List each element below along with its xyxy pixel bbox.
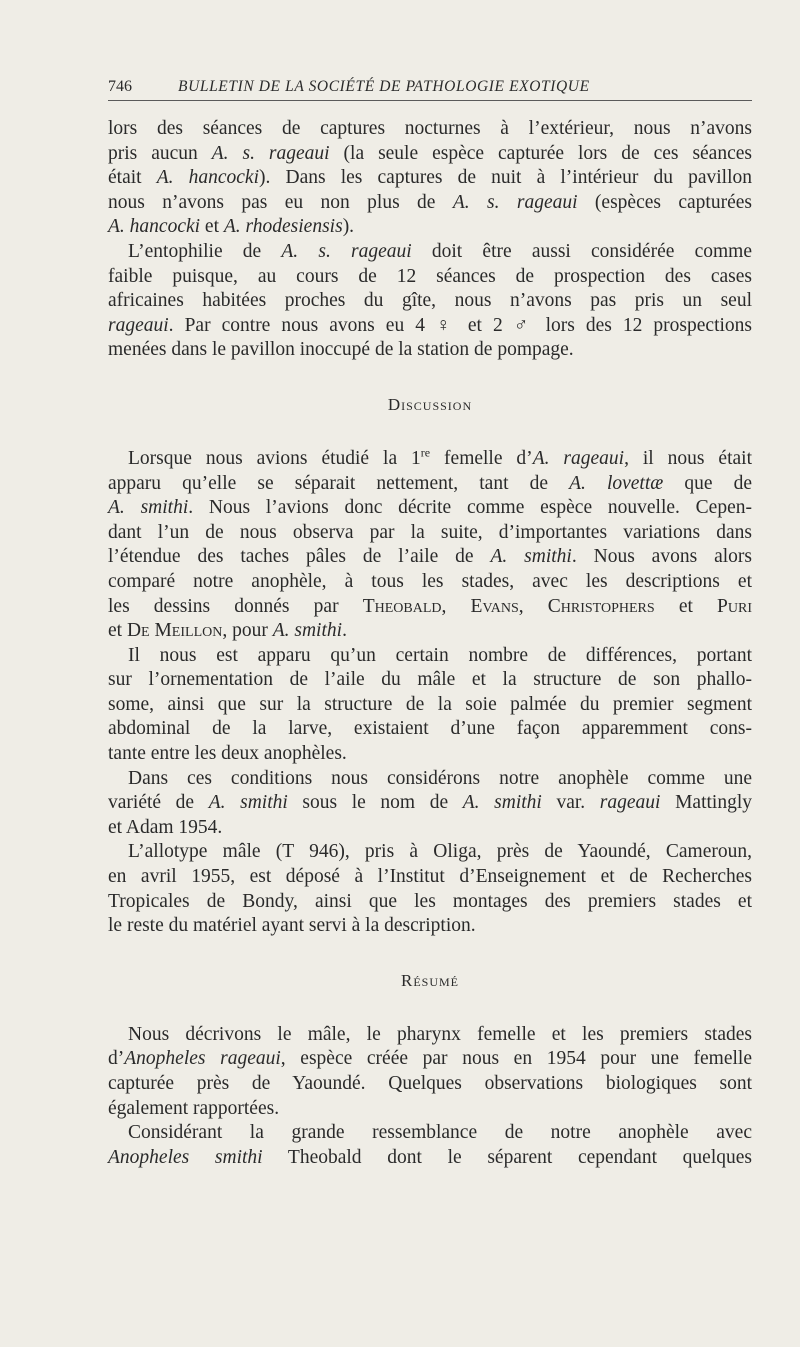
- text-line: les dessins donnés par Theobald, Evans, Christophers et Puri: [108, 595, 752, 617]
- paragraph-3: [108, 447, 752, 644]
- text-line: d’Anopheles rageaui, espèce créée par nous en 1954 pour une femelle: [108, 1048, 752, 1070]
- text-line: capturée près de Yaoundé. Quelques observations biologiques sont: [108, 1073, 752, 1094]
- section-heading-discussion: Discussion: [387, 394, 473, 414]
- text-line: some, ainsi que sur la structure de la soie palmée du premier segment: [108, 693, 752, 715]
- page: [108, 76, 752, 1170]
- text-line: et Adam 1954.: [108, 816, 223, 838]
- text-line: Lorsque nous avions étudié la 1re femelle d’A. rageaui, il nous était: [128, 445, 752, 469]
- text-line: comparé notre anophèle, à tous les stades, avec les descriptions et: [108, 570, 752, 592]
- paragraph-2: [108, 240, 752, 363]
- paragraph-7: [108, 1023, 752, 1121]
- text-line: variété de A. smithi sous le nom de A. smithi var. rageaui Mattingly: [108, 792, 753, 814]
- text-line: pris aucun A. s. rageaui (la seule espèce capturée lors de ces séances: [108, 142, 752, 164]
- text-line: nous n’avons pas eu non plus de A. s. rageaui (espèces capturées: [108, 191, 752, 213]
- running-header: [108, 76, 752, 101]
- text-line: le reste du matériel ayant servi à la description.: [108, 915, 476, 937]
- text-line: lors des séances de captures nocturnes à l’extérieur, nous n’avons: [108, 118, 752, 139]
- text-line: Nous décrivons le mâle, le pharynx femelle et les premiers stades: [128, 1023, 752, 1045]
- text-line: dant l’un de nous observa par la suite, d’importantes variations dans: [108, 521, 752, 543]
- paragraph-4: [108, 644, 752, 767]
- text-line: africaines habitées proches du gîte, nous n’avons pas pris un seul: [108, 290, 752, 312]
- text-line: L’entophilie de A. s. rageaui doit être aussi considérée comme: [128, 240, 752, 262]
- text-line: Dans ces conditions nous considérons notre anophèle comme une: [128, 767, 752, 789]
- text-line: Tropicales de Bondy, ainsi que les montages des premiers stades et: [108, 890, 752, 912]
- section-heading-resume: Résumé: [400, 970, 459, 990]
- text-line: A. smithi. Nous l’avions donc décrite comme espèce nouvelle. Cepen-: [108, 497, 752, 519]
- paragraph-6: [108, 840, 752, 938]
- text-line: sur l’ornementation de l’aile du mâle et la structure de son phallo-: [108, 669, 752, 691]
- text-line: et De Meillon, pour A. smithi.: [108, 620, 347, 642]
- text-line: était A. hancocki). Dans les captures de nuit à l’intérieur du pavillon: [108, 167, 753, 189]
- text-line: Considérant la grande ressemblance de notre anophèle avec: [128, 1122, 752, 1144]
- page-number: 746: [108, 78, 132, 95]
- paragraph-8: [108, 1121, 752, 1170]
- paragraph-5: [108, 767, 752, 841]
- text-line: abdominal de la larve, existaient d’une façon apparemment cons-: [108, 718, 752, 740]
- text-line: tante entre les deux anophèles.: [108, 743, 347, 765]
- text-line: L’allotype mâle (T 946), pris à Oliga, près de Yaoundé, Cameroun,: [128, 841, 752, 863]
- running-title: BULLETIN DE LA SOCIÉTÉ DE PATHOLOGIE EXOTIQUE: [178, 78, 590, 95]
- text-line: Il nous est apparu qu’un certain nombre de différences, portant: [128, 644, 752, 666]
- text-line: Anopheles smithi Theobald dont le séparent cependant quelques: [108, 1146, 752, 1168]
- text-line: l’étendue des taches pâles de l’aile de A. smithi. Nous avons alors: [108, 546, 752, 568]
- text-line: menées dans le pavillon inoccupé de la station de pompage.: [108, 339, 574, 361]
- text-line: A. hancocki et A. rhodesiensis).: [108, 216, 355, 238]
- text-line: apparu qu’elle se séparait nettement, tant de A. lovettæ que de: [108, 472, 753, 494]
- text-line: rageaui. Par contre nous avons eu 4 ♀ et 2 ♂ lors des 12 prospections: [108, 314, 752, 336]
- text-line: également rapportées.: [108, 1097, 280, 1119]
- text-line: en avril 1955, est déposé à l’Institut d’Enseignement et de Recherches: [108, 866, 752, 888]
- paragraph-1: [108, 117, 752, 240]
- text-line: faible puisque, au cours de 12 séances de prospection des cases: [108, 265, 752, 287]
